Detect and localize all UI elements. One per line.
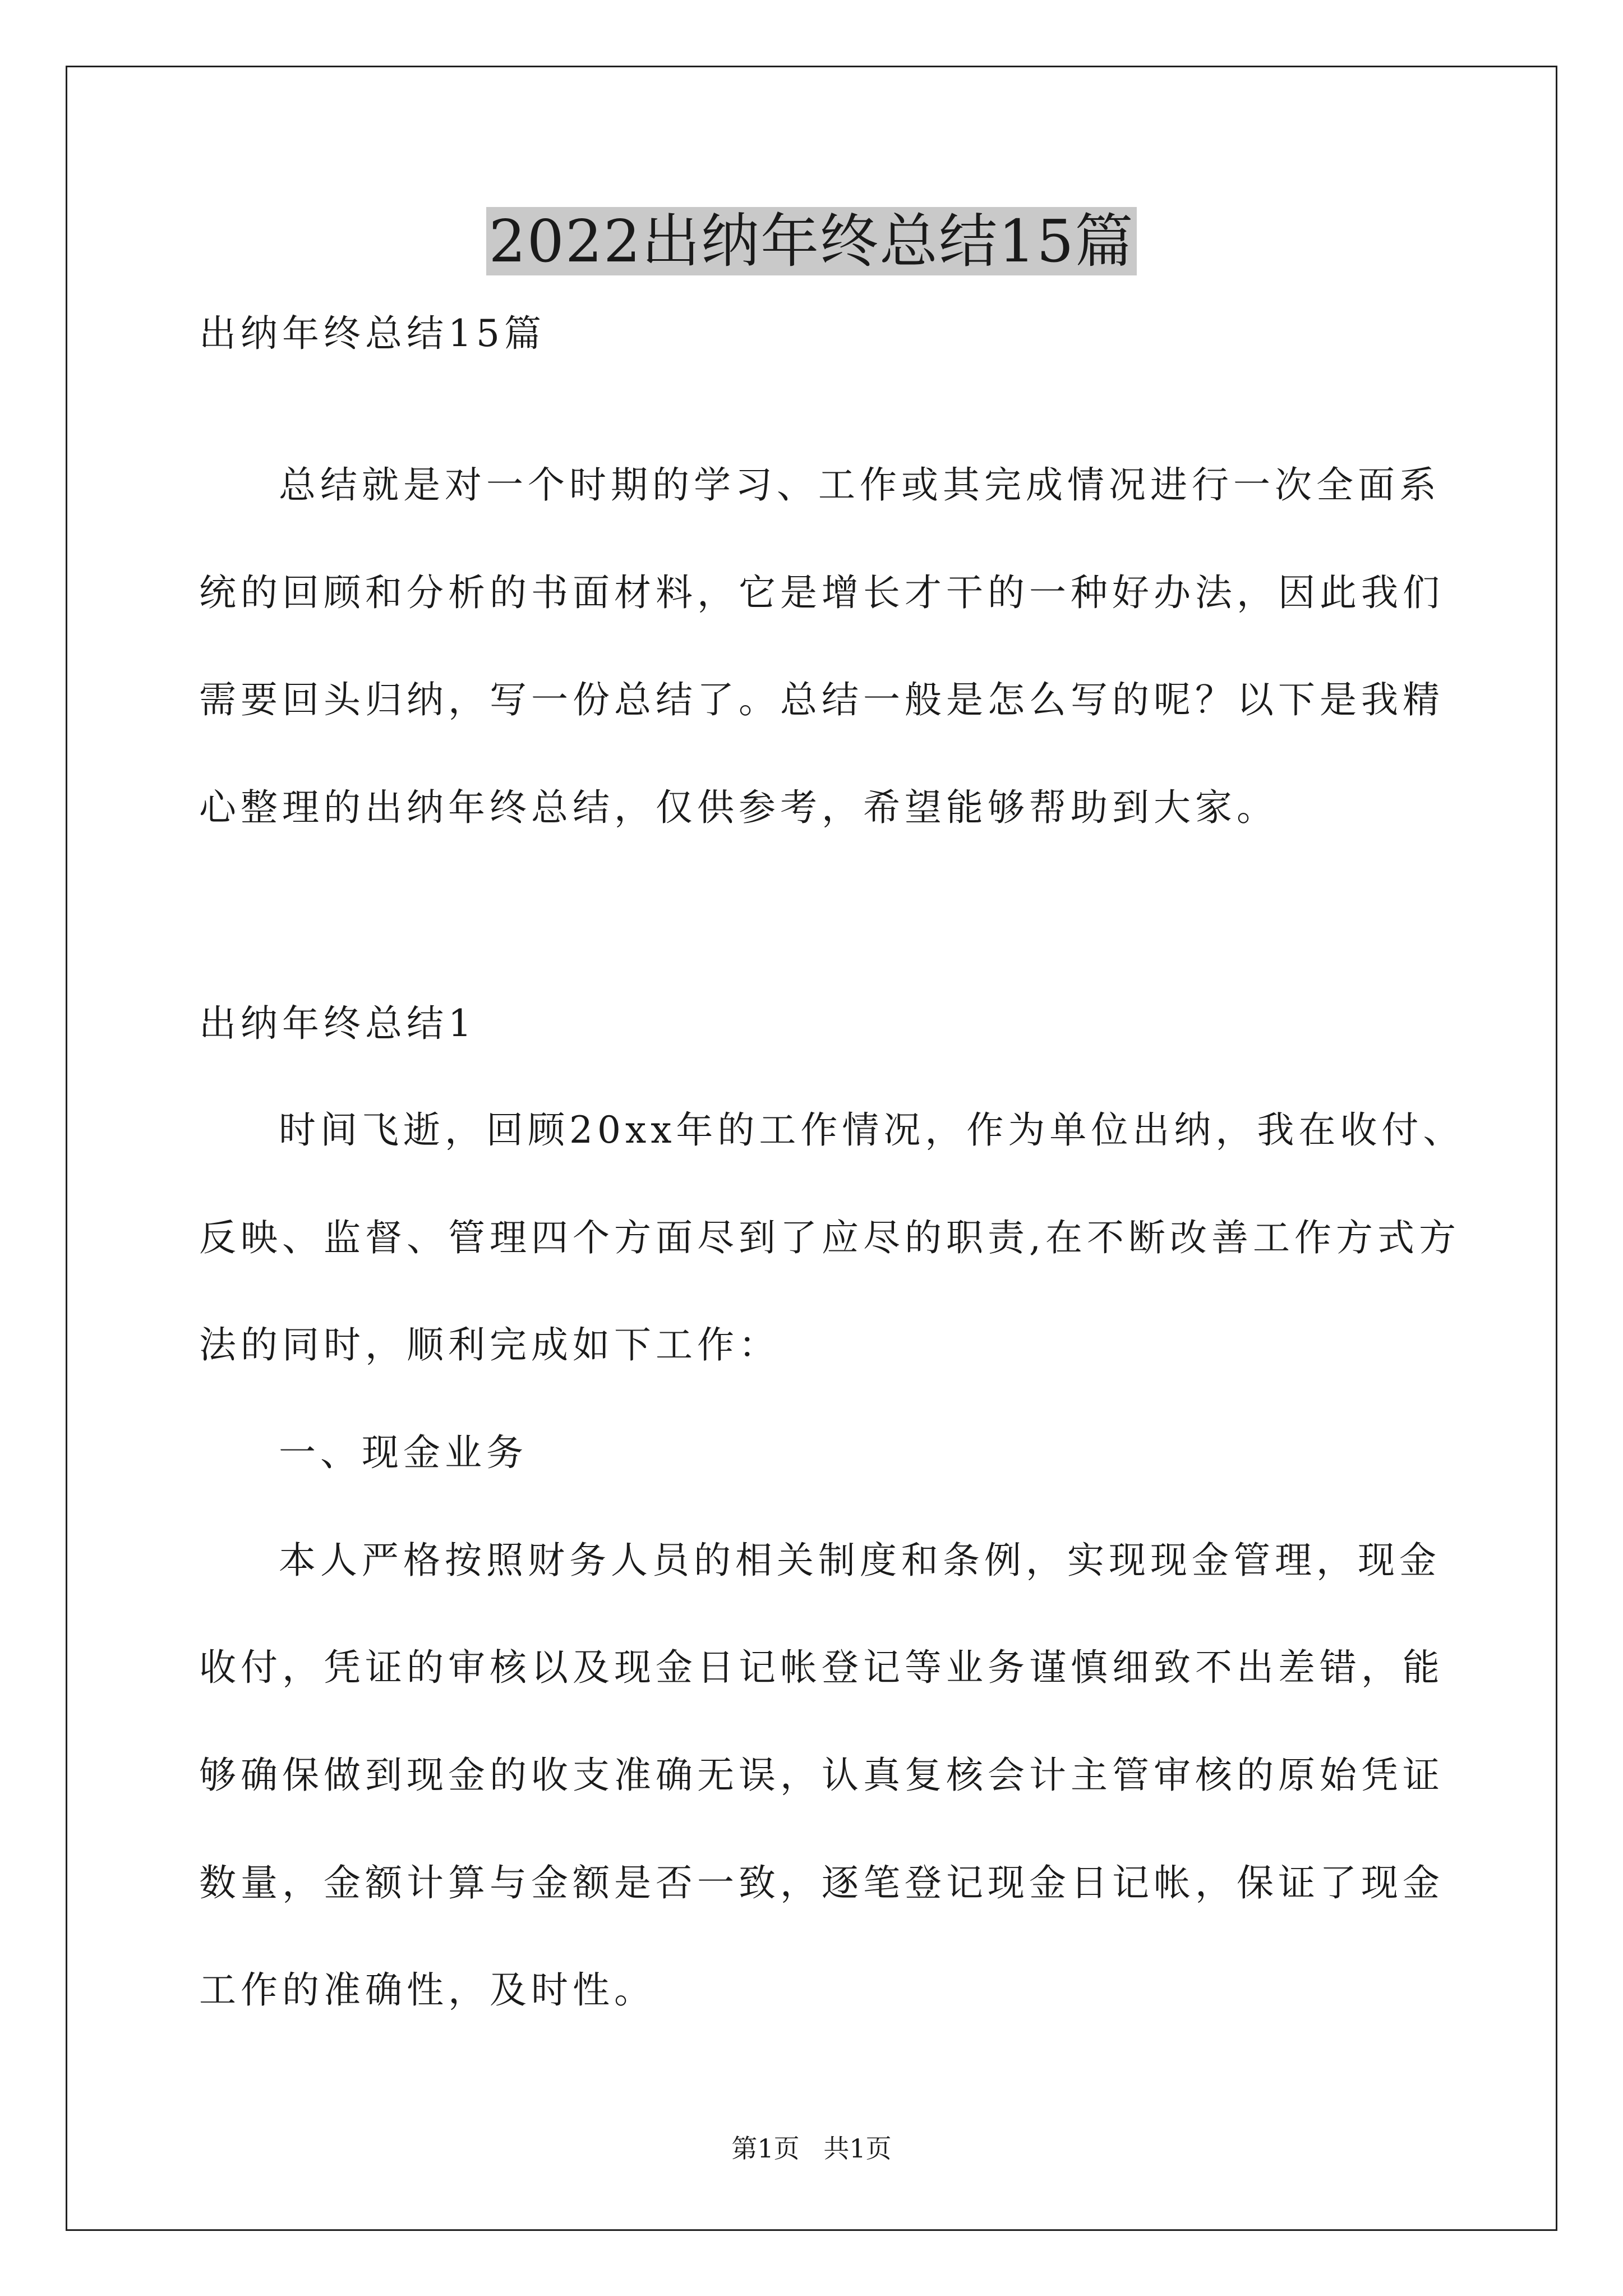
cash-line: 工作的准确性，及时性。 <box>199 1968 656 2012</box>
section-line: 反映、监督、管理四个方面尽到了应尽的职责,在不断改善工作方式方 <box>199 1216 1460 1259</box>
title-highlight: 2022出纳年终总结15篇 <box>486 207 1136 275</box>
cash-line: 本人严格按照财务人员的相关制度和条例，实现现金管理，现金 <box>279 1539 1441 1582</box>
document-subtitle: 出纳年终总结15篇 <box>199 312 546 355</box>
section-line: 时间飞逝，回顾20xx年的工作情况，作为单位出纳，我在收付、 <box>279 1108 1465 1152</box>
intro-line: 需要回头归纳，写一份总结了。总结一般是怎么写的呢？以下是我精 <box>199 678 1444 721</box>
subheading: 一、现金业务 <box>279 1431 528 1474</box>
intro-line: 统的回顾和分析的书面材料，它是增长才干的一种好办法，因此我们 <box>199 571 1444 614</box>
intro-line: 心整理的出纳年终总结，仅供参考，希望能够帮助到大家。 <box>199 786 1278 829</box>
intro-line: 总结就是对一个时期的学习、工作或其完成情况进行一次全面系 <box>279 463 1441 507</box>
cash-line: 够确保做到现金的收支准确无误，认真复核会计主管审核的原始凭证 <box>199 1754 1444 1797</box>
cash-line: 数量，金额计算与金额是否一致，逐笔登记现金日记帐，保证了现金 <box>199 1861 1444 1904</box>
document-title <box>0 202 1623 280</box>
section-line: 法的同时，顺利完成如下工作： <box>199 1323 780 1366</box>
page-total: 共1页 <box>823 2133 892 2164</box>
cash-line: 收付，凭证的审核以及现金日记帐登记等业务谨慎细致不出差错，能 <box>199 1646 1444 1689</box>
page-footer <box>0 2132 1623 2165</box>
page-number: 第1页 <box>731 2133 800 2164</box>
section-heading: 出纳年终总结1 <box>199 1002 476 1045</box>
